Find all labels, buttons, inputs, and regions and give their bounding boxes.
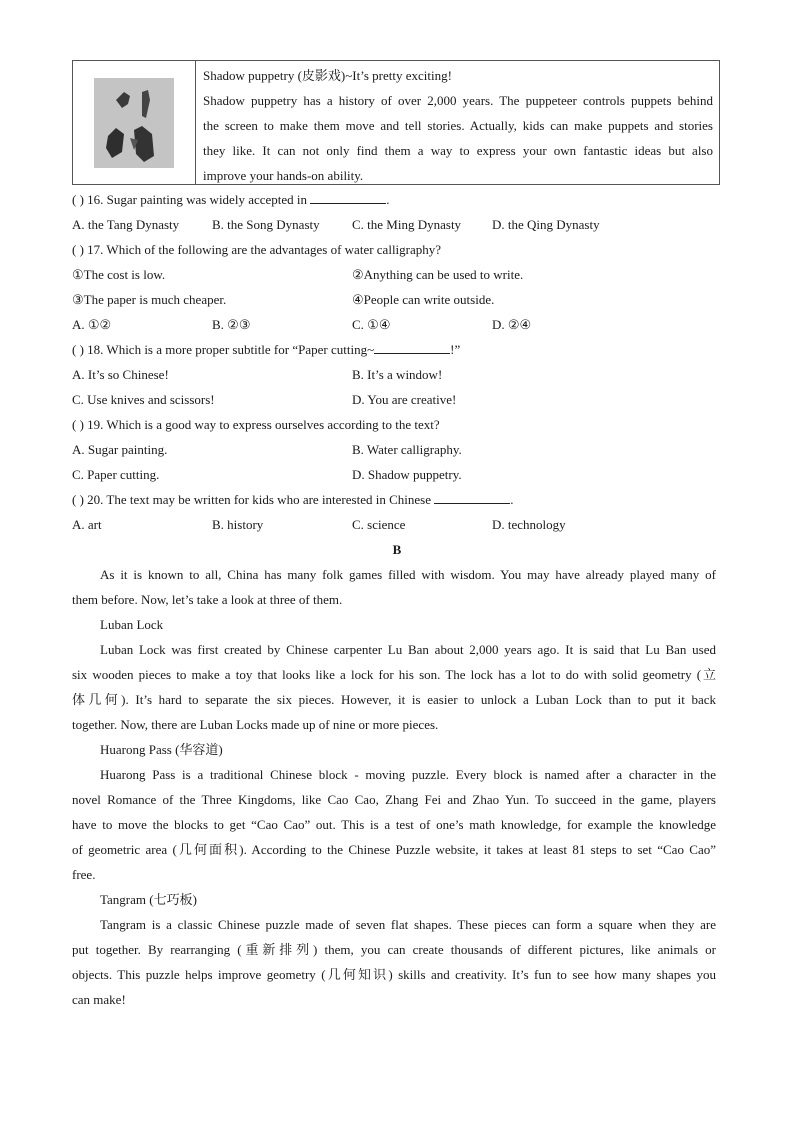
paragraph-line: novel Romance of the Three Kingdoms, like Cao Cao, Zhang Fei and Zhao Yun. To succeed in the game, players <box>72 792 716 807</box>
paragraph-line: Luban Lock was first created by Chinese carpenter Lu Ban about 2,000 years ago. It is said that Lu Ban used <box>100 642 716 657</box>
intro-line-1: Shadow puppetry has a history of over 2,000 years. The puppeteer controls puppets behind <box>203 93 713 108</box>
paragraph-line: Tangram is a classic Chinese puzzle made of seven flat shapes. These pieces can form a square when they are <box>100 917 716 932</box>
statement-2: ②Anything can be used to write. <box>352 267 524 282</box>
statement-1: ①The cost is low. <box>72 267 166 282</box>
answer-blank[interactable] <box>374 341 450 354</box>
statement-4: ④People can write outside. <box>352 292 495 307</box>
option-a: A. art <box>72 517 102 532</box>
option-b: B. Water calligraphy. <box>352 442 462 457</box>
option-d: D. ②④ <box>492 317 532 332</box>
option-c: C. the Ming Dynasty <box>352 217 462 232</box>
section-b-title: B <box>392 542 402 557</box>
question-18-suffix: !” <box>450 342 461 357</box>
huarong-pass-paragraph <box>72 762 716 887</box>
paragraph-line: six wooden pieces to make a toy that looks like a lock for his son. The lock has a lot to do with solid geometry (立 <box>72 667 716 682</box>
option-c: C. Use knives and scissors! <box>72 392 215 407</box>
intro-line-4: improve your hands-on ability. <box>203 168 364 183</box>
question-19-options-row-1 <box>72 437 722 462</box>
question-18-options-row-2 <box>72 387 722 412</box>
question-18-options-row-1 <box>72 362 722 387</box>
option-d: D. technology <box>492 517 566 532</box>
question-20 <box>72 487 722 512</box>
intro-line-3: they like. It can not only find them a way to express your own fantastic ideas but also <box>203 143 713 158</box>
question-18 <box>72 337 722 362</box>
shadow-puppetry-table <box>72 60 720 185</box>
paragraph-line: objects. This puzzle helps improve geometry (几何知识) skills and creativity. It’s fun to see how many shapes you <box>72 967 716 982</box>
question-16-suffix: . <box>386 192 390 207</box>
paragraph-line: free. <box>72 867 96 882</box>
question-16-text: ( ) 16. Sugar painting was widely accepted in <box>72 192 311 207</box>
option-d: D. the Qing Dynasty <box>492 217 600 232</box>
question-16 <box>72 187 722 212</box>
option-c: C. science <box>352 517 406 532</box>
paragraph-line: them before. Now, let’s take a look at three of them. <box>72 592 343 607</box>
statement-3: ③The paper is much cheaper. <box>72 292 227 307</box>
option-d: D. Shadow puppetry. <box>352 467 462 482</box>
shadow-puppet-image-icon <box>94 78 174 168</box>
question-19-options-row-2 <box>72 462 722 487</box>
question-20-text: ( ) 20. The text may be written for kids who are interested in Chinese <box>72 492 435 507</box>
paragraph-line: As it is known to all, China has many folk games filled with wisdom. You may have already played many of <box>100 567 716 582</box>
paragraph-line: Huarong Pass is a traditional Chinese block - moving puzzle. Every block is named after a character in the <box>100 767 716 782</box>
worksheet-page <box>72 60 722 1012</box>
question-18-text: ( ) 18. Which is a more proper subtitle for “Paper cutting~ <box>72 342 375 357</box>
shadow-puppet-photo <box>94 78 174 168</box>
question-20-options <box>72 512 722 537</box>
paragraph-line: have to move the blocks to get “Cao Cao” out. This is a test of one’s math knowledge, for example the knowledge <box>72 817 716 832</box>
tangram-heading: Tangram (七巧板) <box>100 892 197 907</box>
paragraph-line: put together. By rearranging (重新排列) them, you can create thousands of different pictures, like animals or <box>72 942 716 957</box>
option-b: B. ②③ <box>212 317 251 332</box>
option-b: B. the Song Dynasty <box>212 217 320 232</box>
paragraph-line: together. Now, there are Luban Locks made up of nine or more pieces. <box>72 717 439 732</box>
option-a: A. ①② <box>72 317 112 332</box>
option-a: A. the Tang Dynasty <box>72 217 180 232</box>
paragraph-line: 体几何). It’s hard to separate the six pieces. However, it is easier to unlock a Luban Lock than to put it back <box>72 692 716 707</box>
paragraph-line: of geometric area (几何面积). According to the Chinese Puzzle website, it takes at least 81 steps to set “Cao Cao” <box>72 842 716 857</box>
option-c: C. Paper cutting. <box>72 467 160 482</box>
question-17-statements-row-2 <box>72 287 722 312</box>
question-16-options <box>72 212 722 237</box>
option-b: B. It’s a window! <box>352 367 443 382</box>
paragraph-line: can make! <box>72 992 126 1007</box>
option-d: D. You are creative! <box>352 392 457 407</box>
question-17-options <box>72 312 722 337</box>
intro-line-2: the screen to make them move and tell stories. Actually, kids can make puppets and stories <box>203 118 713 133</box>
answer-blank[interactable] <box>310 191 386 204</box>
section-b-intro <box>72 562 716 612</box>
question-17-statements-row-1 <box>72 262 722 287</box>
luban-lock-paragraph <box>72 637 716 737</box>
option-a: A. It’s so Chinese! <box>72 367 169 382</box>
luban-lock-heading: Luban Lock <box>100 617 164 632</box>
option-b: B. history <box>212 517 264 532</box>
option-a: A. Sugar painting. <box>72 442 168 457</box>
option-c: C. ①④ <box>352 317 391 332</box>
intro-title: Shadow puppetry (皮影戏)~It’s pretty exciting! <box>203 68 452 83</box>
question-20-suffix: . <box>510 492 514 507</box>
answer-blank[interactable] <box>434 491 510 504</box>
question-19: ( ) 19. Which is a good way to express ourselves according to the text? <box>72 417 440 432</box>
tangram-paragraph <box>72 912 716 1012</box>
photo-cell <box>73 61 196 184</box>
question-17: ( ) 17. Which of the following are the advantages of water calligraphy? <box>72 242 442 257</box>
intro-text-cell <box>196 61 719 184</box>
huarong-pass-heading: Huarong Pass (华容道) <box>100 742 223 757</box>
